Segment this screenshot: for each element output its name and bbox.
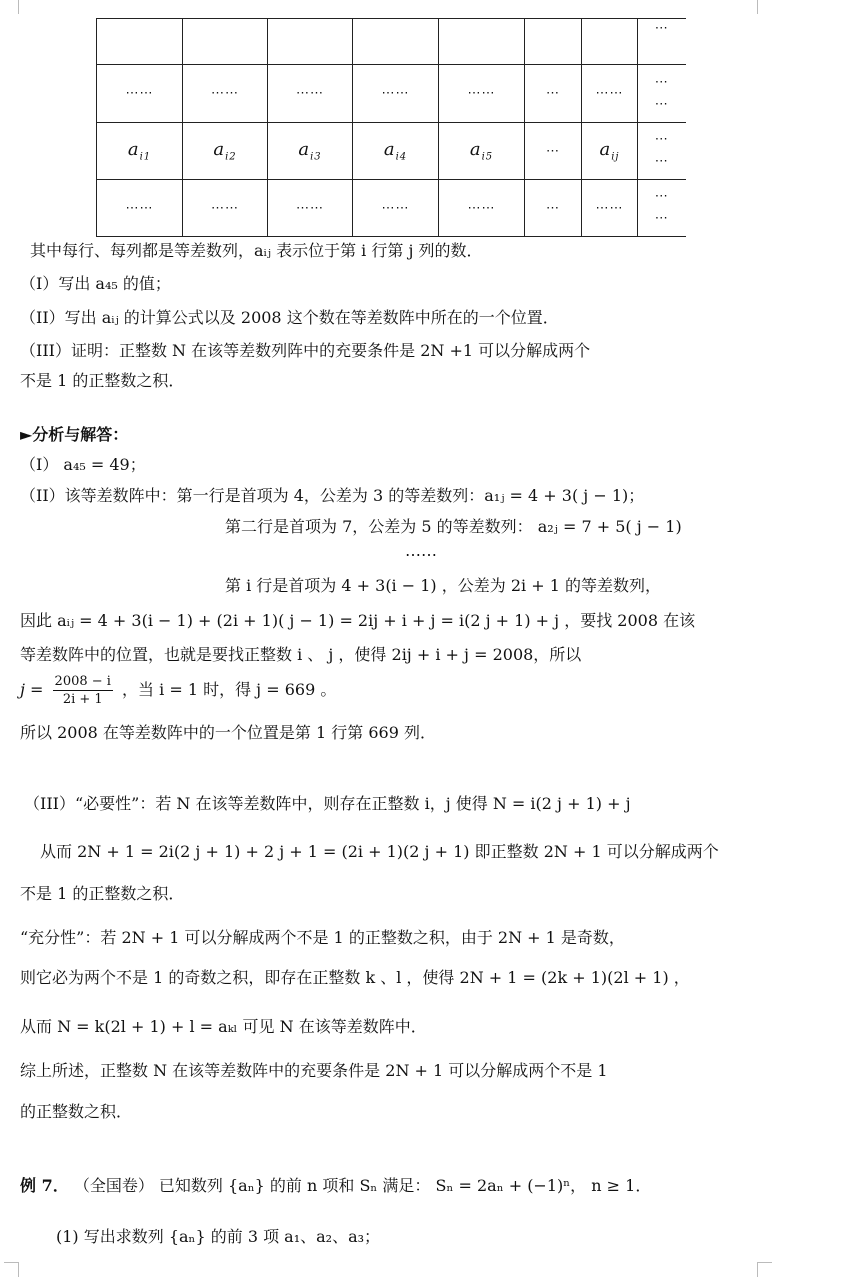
- solution-part-3-summary: 综上所述，正整数 N 在该等差数阵中的充要条件是 2N + 1 可以分解成两个不是 1: [20, 1061, 608, 1080]
- table-cell: ⋯⋯: [582, 180, 638, 237]
- table-row: [97, 65, 686, 123]
- example-label: 例 7．: [20, 1176, 69, 1195]
- table-cell: $a_{i2}$: [183, 123, 268, 180]
- solution-part-2-line-4: 因此 aᵢⱼ = 4 + 3(i − 1) + (2i + 1)( j − 1) = 2ij + i + j = i(2 j + 1) + j ，要找 2008 在该: [20, 611, 696, 630]
- table-cell: [353, 19, 439, 65]
- table-cell: ⋯⋯: [183, 180, 268, 237]
- example-7: [20, 1175, 651, 1197]
- table-cell: ⋯ ⋯: [638, 65, 686, 123]
- question-3-line-2: 不是 1 的正整数之积．: [20, 371, 185, 390]
- table-cell: ⋯: [638, 19, 686, 65]
- solution-part-3-sufficiency: “充分性”：若 2N + 1 可以分解成两个不是 1 的正整数之积，由于 2N + 1 是奇数，: [20, 928, 625, 947]
- table-cell: ⋯ ⋯: [638, 180, 686, 237]
- table-cell: ⋯ ⋯: [638, 123, 686, 180]
- table-cell: ⋯⋯: [353, 180, 439, 237]
- table-cell: $a_{i4}$: [353, 123, 439, 180]
- table-cell: $a_{i1}$: [97, 123, 183, 180]
- fraction-numerator: 2008 − i: [54, 674, 111, 689]
- table-cell: ⋯⋯: [97, 65, 183, 123]
- table-cell: ⋯⋯: [439, 180, 525, 237]
- j-result: ，当 i = 1 时，得 j = 669 。: [122, 680, 337, 699]
- solution-part-3-line-5: 则它必为两个不是 1 的奇数之积，即存在正整数 k 、l ，使得 2N + 1 = (2k + 1)(2l + 1) ，: [20, 968, 690, 987]
- solution-part-2-line-3: 第 i 行是首项为 4 + 3(i − 1) ，公差为 2i + 1 的等差数列，: [225, 576, 661, 595]
- table-cell: ⋯: [525, 123, 582, 180]
- page-corner-mark: [4, 1262, 19, 1277]
- page-corner-mark: [757, 1262, 772, 1277]
- page-corner-mark: [757, 0, 772, 14]
- table-cell: ⋯⋯: [268, 180, 353, 237]
- solution-part-2-line-2: 第二行是首项为 7，公差为 5 的等差数列： a₂ⱼ = 7 + 5( j − 1): [225, 517, 682, 536]
- question-1: （I）写出 a₄₅ 的值；: [20, 274, 171, 293]
- table-cell: [183, 19, 268, 65]
- solution-part-3-line-3: 不是 1 的正整数之积．: [20, 884, 185, 903]
- solution-ellipsis: ⋯⋯: [405, 545, 437, 564]
- question-2: （II）写出 aᵢⱼ 的计算公式以及 2008 这个数在等差数阵中所在的一个位置．: [20, 308, 559, 327]
- j-equals: j =: [20, 680, 44, 699]
- solution-part-2-line-6: [20, 673, 336, 708]
- table-cell: ⋯⋯: [97, 180, 183, 237]
- arithmetic-array-table: [96, 18, 686, 237]
- table-cell: [582, 19, 638, 65]
- solution-part-3-line-6: 从而 N = k(2l + 1) + l = aₖₗ 可见 N 在该等差数阵中．: [20, 1017, 427, 1036]
- table-cell: ⋯: [525, 180, 582, 237]
- question-3-line-1: （III）证明：正整数 N 在该等差数列阵中的充要条件是 2N +1 可以分解成两个: [20, 341, 591, 360]
- table-cell: ⋯⋯: [353, 65, 439, 123]
- table-cell: $a_{i3}$: [268, 123, 353, 180]
- table-cell: $a_{ij}$: [582, 123, 638, 180]
- fraction: [53, 673, 113, 708]
- solution-part-3-line-2: 从而 2N + 1 = 2i(2 j + 1) + 2 j + 1 = (2i + 1)(2 j + 1) 即正整数 2N + 1 可以分解成两个: [40, 842, 719, 861]
- table-cell: $a_{i5}$: [439, 123, 525, 180]
- table-cell: [439, 19, 525, 65]
- problem-description: 其中每行、每列都是等差数列，aᵢⱼ 表示位于第 i 行第 j 列的数．: [30, 241, 483, 260]
- solution-part-1: （I） a₄₅ = 49；: [20, 455, 146, 474]
- table-cell: [97, 19, 183, 65]
- table-cell: ⋯: [525, 65, 582, 123]
- table-cell: ⋯⋯: [268, 65, 353, 123]
- table-row: [97, 19, 686, 65]
- solution-part-2-conclusion: 所以 2008 在等差数阵中的一个位置是第 1 行第 669 列．: [20, 723, 436, 742]
- solution-part-2-line-5: 等差数阵中的位置，也就是要找正整数 i 、 j ，使得 2ij + i + j = 2008，所以: [20, 645, 582, 664]
- solution-heading: ►分析与解答：: [20, 425, 129, 444]
- table-cell: [525, 19, 582, 65]
- table-row: [97, 123, 686, 180]
- solution-part-3-necessity: （III）“必要性”：若 N 在该等差数阵中，则存在正整数 i，j 使得 N = i(2 j + 1) + j: [24, 794, 631, 813]
- page-corner-mark: [4, 0, 19, 14]
- solution-part-3-summary-2: 的正整数之积．: [20, 1102, 133, 1121]
- solution-part-2-line-1: （II）该等差数阵中：第一行是首项为 4，公差为 3 的等差数列：a₁ⱼ = 4 + 3( j − 1)；: [20, 486, 645, 505]
- example-7-question-1: (1) 写出求数列 {aₙ} 的前 3 项 a₁、a₂、a₃；: [56, 1227, 381, 1246]
- table-cell: ⋯⋯: [183, 65, 268, 123]
- table-cell: ⋯⋯: [582, 65, 638, 123]
- fraction-denominator: 2i + 1: [62, 692, 103, 707]
- table-cell: [268, 19, 353, 65]
- table-cell: ⋯⋯: [439, 65, 525, 123]
- example-text: （全国卷） 已知数列 {aₙ} 的前 n 项和 Sₙ 满足： Sₙ = 2aₙ + (−1)ⁿ， n ≥ 1．: [73, 1176, 652, 1195]
- table-row: [97, 180, 686, 237]
